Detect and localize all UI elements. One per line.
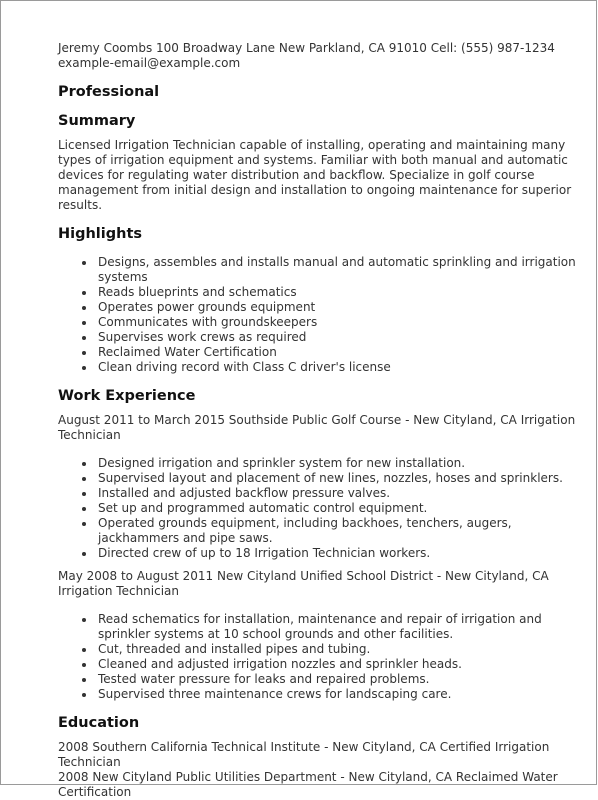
highlight-item: Supervises work crews as required [98, 330, 592, 345]
highlight-item: Reads blueprints and schematics [98, 285, 592, 300]
job-bullet: Cleaned and adjusted irrigation nozzles and sprinkler heads. [98, 657, 592, 672]
job-header: May 2008 to August 2011 New Cityland Unified School District - New Cityland, CA Irrigation Technician [58, 569, 549, 598]
job-bullet: Read schematics for installation, maintenance and repair of irrigation and sprinkler systems at 10 school grounds and other facilities. [98, 612, 592, 642]
highlight-item: Operates power grounds equipment [98, 300, 592, 315]
highlight-item: Reclaimed Water Certification [98, 345, 592, 360]
job-bullet: Supervised layout and placement of new lines, nozzles, hoses and sprinklers. [98, 471, 592, 486]
heading-professional: Professional [58, 84, 160, 100]
education-list [58, 740, 592, 800]
heading-highlights: Highlights [58, 226, 143, 242]
job-bullet: Tested water pressure for leaks and repaired problems. [98, 672, 592, 687]
job-bullet-list [58, 456, 592, 561]
highlight-item: Designs, assembles and installs manual and automatic sprinkling and irrigation systems [98, 255, 592, 285]
job-bullet-list [58, 612, 592, 702]
job-bullet: Cut, threaded and installed pipes and tubing. [98, 642, 592, 657]
job-bullet: Set up and programmed automatic control equipment. [98, 501, 592, 516]
resume-content [58, 41, 592, 800]
contact-info: Jeremy Coombs 100 Broadway Lane New Parkland, CA 91010 Cell: (555) 987-1234 example-email@example.com [58, 41, 555, 70]
heading-education: Education [58, 715, 140, 731]
job-bullet: Operated grounds equipment, including backhoes, tenchers, augers, jackhammers and pipe saws. [98, 516, 592, 546]
job-bullet: Designed irrigation and sprinkler system for new installation. [98, 456, 592, 471]
highlight-item: Clean driving record with Class C driver's license [98, 360, 592, 375]
job-bullet: Supervised three maintenance crews for landscaping care. [98, 687, 592, 702]
highlight-item: Communicates with groundskeepers [98, 315, 592, 330]
heading-work-experience: Work Experience [58, 388, 196, 404]
job-header: August 2011 to March 2015 Southside Public Golf Course - New Cityland, CA Irrigation Technician [58, 413, 576, 442]
education-entry: 2008 Southern California Technical Institute - New Cityland, CA Certified Irrigation Technician [58, 740, 550, 769]
summary-text: Licensed Irrigation Technician capable of installing, operating and maintaining many types of irrigation equipment and systems. Familiar with both manual and automatic devices for regulating water distribution and backflow. Specialize in golf course management from initial design and installation to ongoing maintenance for superior results. [58, 138, 572, 212]
job-bullet: Directed crew of up to 18 Irrigation Technician workers. [98, 546, 592, 561]
education-entry: 2008 New Cityland Public Utilities Department - New Cityland, CA Reclaimed Water Certification [58, 770, 558, 799]
highlights-list [58, 255, 592, 375]
heading-summary: Summary [58, 113, 136, 129]
job-bullet: Installed and adjusted backflow pressure valves. [98, 486, 592, 501]
